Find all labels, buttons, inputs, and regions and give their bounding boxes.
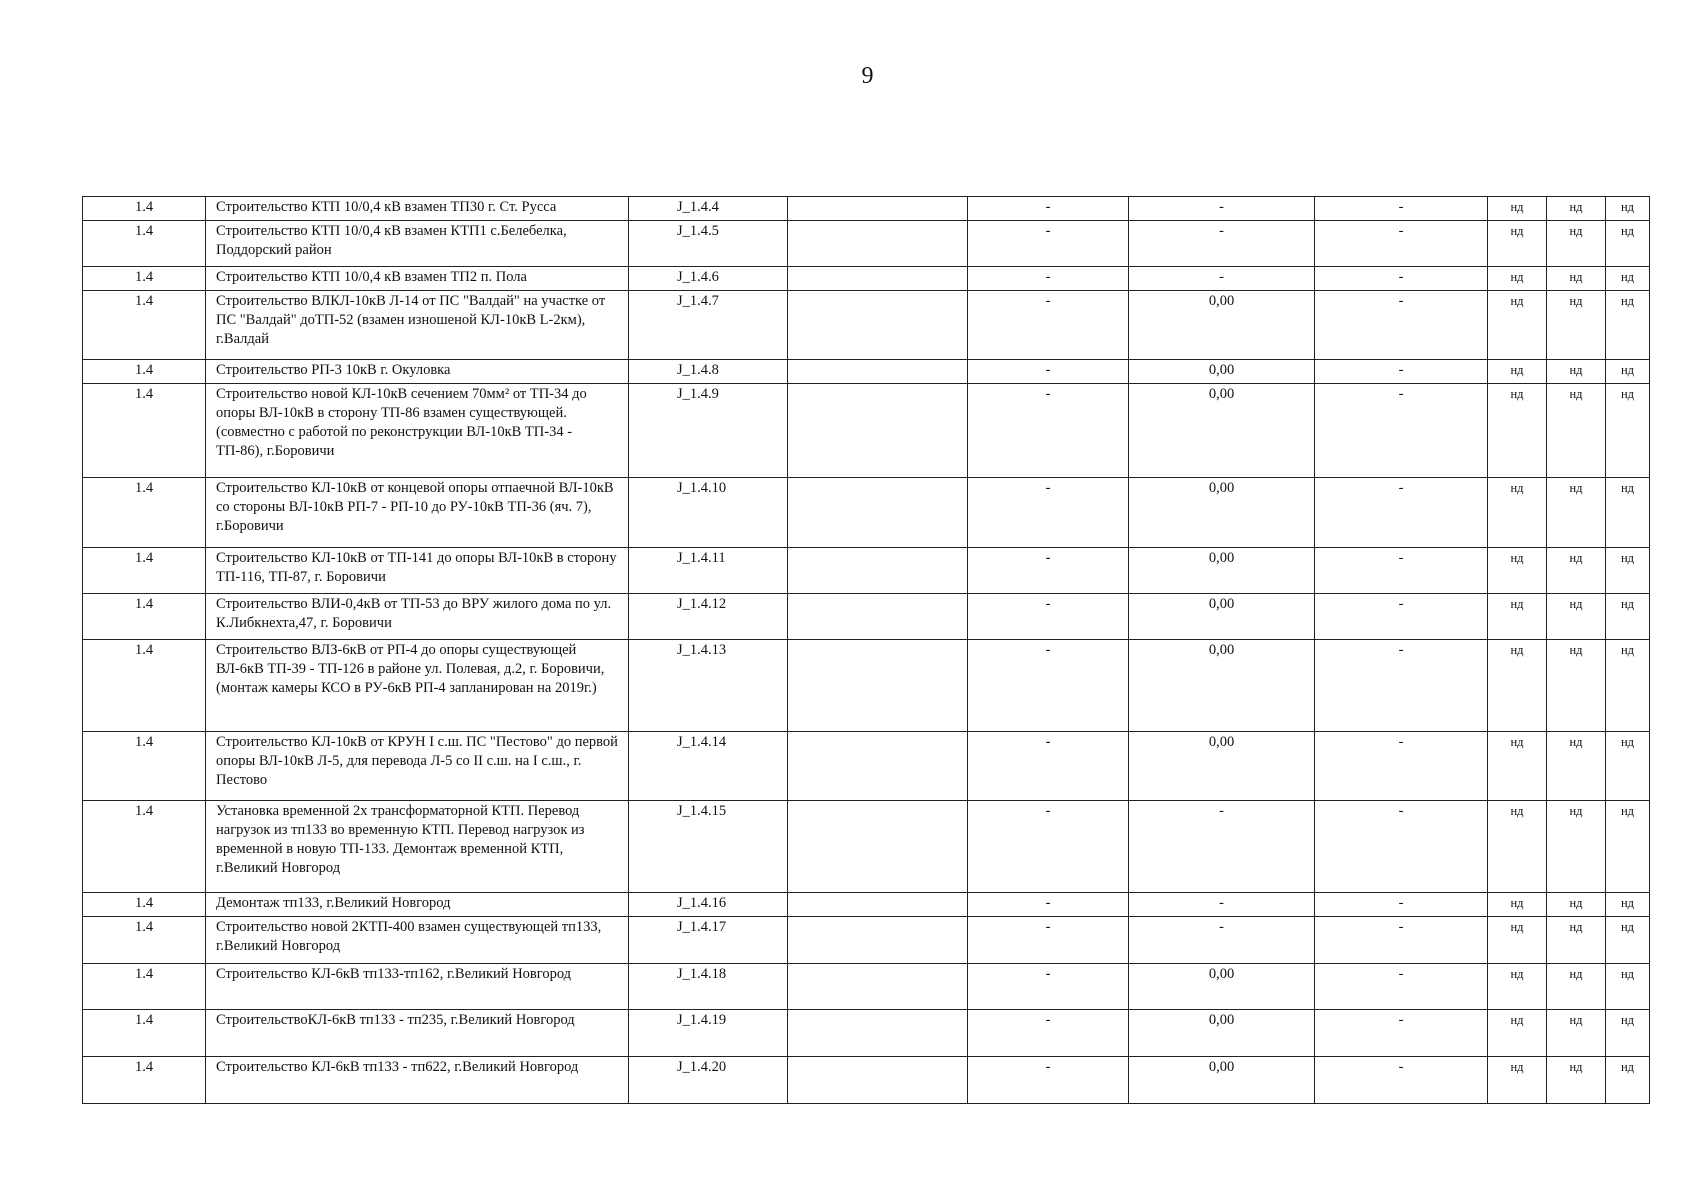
project-name-cell: Строительство КЛ-10кВ от концевой опоры отпаечной ВЛ-10кВ со стороны ВЛ-10кВ РП-7 - РП-10 до РУ-10кВ ТП-36 (яч. 7), г.Боровичи [206,478,629,548]
nd-cell-2: нд [1547,893,1606,917]
table-row [83,1010,1650,1057]
table-row [83,267,1650,291]
table-row [83,917,1650,964]
value-cell-2: 0,00 [1129,548,1315,594]
table-row [83,1057,1650,1104]
value-cell-2: 0,00 [1129,964,1315,1010]
empty-cell [788,732,968,801]
nd-cell-2: нд [1547,221,1606,267]
row-number-cell: 1.4 [83,1010,206,1057]
value-cell-3: - [1315,291,1488,360]
table-row [83,594,1650,640]
project-code-cell: J_1.4.17 [629,917,788,964]
nd-cell-2: нд [1547,594,1606,640]
project-name-cell: Строительство РП-3 10кВ г. Окуловка [206,360,629,384]
value-cell-3: - [1315,548,1488,594]
value-cell-3: - [1315,801,1488,893]
nd-cell-3: нд [1606,964,1650,1010]
row-number-cell: 1.4 [83,291,206,360]
table-container [82,196,1650,1104]
empty-cell [788,917,968,964]
project-code-cell: J_1.4.5 [629,221,788,267]
nd-cell-3: нд [1606,291,1650,360]
nd-cell-2: нд [1547,384,1606,478]
nd-cell-1: нд [1488,917,1547,964]
nd-cell-2: нд [1547,197,1606,221]
nd-cell-3: нд [1606,1057,1650,1104]
nd-cell-3: нд [1606,197,1650,221]
value-cell-2: - [1129,267,1315,291]
value-cell-3: - [1315,594,1488,640]
value-cell-1: - [968,594,1129,640]
project-name-cell: СтроительствоКЛ-6кВ тп133 - тп235, г.Великий Новгород [206,1010,629,1057]
value-cell-1: - [968,221,1129,267]
row-number-cell: 1.4 [83,893,206,917]
table-row [83,221,1650,267]
table-row [83,640,1650,732]
value-cell-1: - [968,1057,1129,1104]
value-cell-2: 0,00 [1129,594,1315,640]
value-cell-1: - [968,548,1129,594]
table-row [83,291,1650,360]
value-cell-2: 0,00 [1129,478,1315,548]
value-cell-3: - [1315,917,1488,964]
nd-cell-3: нд [1606,594,1650,640]
project-code-cell: J_1.4.18 [629,964,788,1010]
value-cell-3: - [1315,640,1488,732]
nd-cell-1: нд [1488,1010,1547,1057]
value-cell-2: - [1129,221,1315,267]
empty-cell [788,384,968,478]
value-cell-2: 0,00 [1129,384,1315,478]
value-cell-3: - [1315,893,1488,917]
value-cell-1: - [968,267,1129,291]
nd-cell-3: нд [1606,801,1650,893]
nd-cell-2: нд [1547,1010,1606,1057]
project-code-cell: J_1.4.20 [629,1057,788,1104]
project-name-cell: Строительство ВЛИ-0,4кВ от ТП-53 до ВРУ жилого дома по ул. К.Либкнехта,47, г. Боровичи [206,594,629,640]
value-cell-3: - [1315,360,1488,384]
project-code-cell: J_1.4.13 [629,640,788,732]
table-row [83,548,1650,594]
nd-cell-3: нд [1606,267,1650,291]
table-row [83,964,1650,1010]
project-code-cell: J_1.4.10 [629,478,788,548]
empty-cell [788,893,968,917]
row-number-cell: 1.4 [83,360,206,384]
nd-cell-2: нд [1547,732,1606,801]
project-name-cell: Демонтаж тп133, г.Великий Новгород [206,893,629,917]
project-name-cell: Строительство КЛ-10кВ от ТП-141 до опоры ВЛ-10кВ в сторону ТП-116, ТП-87, г. Боровичи [206,548,629,594]
row-number-cell: 1.4 [83,478,206,548]
value-cell-1: - [968,291,1129,360]
project-code-cell: J_1.4.15 [629,801,788,893]
nd-cell-2: нд [1547,267,1606,291]
value-cell-2: - [1129,197,1315,221]
value-cell-3: - [1315,1057,1488,1104]
row-number-cell: 1.4 [83,640,206,732]
nd-cell-1: нд [1488,291,1547,360]
table-row [83,384,1650,478]
nd-cell-1: нд [1488,640,1547,732]
value-cell-1: - [968,478,1129,548]
project-code-cell: J_1.4.6 [629,267,788,291]
nd-cell-2: нд [1547,291,1606,360]
nd-cell-3: нд [1606,1010,1650,1057]
value-cell-2: 0,00 [1129,1057,1315,1104]
empty-cell [788,478,968,548]
value-cell-1: - [968,732,1129,801]
table-row [83,478,1650,548]
nd-cell-1: нд [1488,594,1547,640]
row-number-cell: 1.4 [83,1057,206,1104]
nd-cell-2: нд [1547,478,1606,548]
value-cell-1: - [968,1010,1129,1057]
project-code-cell: J_1.4.7 [629,291,788,360]
project-name-cell: Строительство КТП 10/0,4 кВ взамен ТП2 п. Пола [206,267,629,291]
value-cell-1: - [968,964,1129,1010]
value-cell-2: - [1129,917,1315,964]
nd-cell-2: нд [1547,1057,1606,1104]
row-number-cell: 1.4 [83,548,206,594]
row-number-cell: 1.4 [83,801,206,893]
empty-cell [788,594,968,640]
row-number-cell: 1.4 [83,732,206,801]
project-code-cell: J_1.4.8 [629,360,788,384]
value-cell-2: 0,00 [1129,1010,1315,1057]
row-number-cell: 1.4 [83,197,206,221]
empty-cell [788,1010,968,1057]
empty-cell [788,291,968,360]
row-number-cell: 1.4 [83,917,206,964]
value-cell-3: - [1315,732,1488,801]
nd-cell-1: нд [1488,732,1547,801]
value-cell-2: 0,00 [1129,360,1315,384]
project-name-cell: Строительство новой 2КТП-400 взамен существующей тп133, г.Великий Новгород [206,917,629,964]
nd-cell-2: нд [1547,360,1606,384]
nd-cell-1: нд [1488,360,1547,384]
table-row [83,801,1650,893]
empty-cell [788,267,968,291]
empty-cell [788,640,968,732]
row-number-cell: 1.4 [83,267,206,291]
value-cell-3: - [1315,197,1488,221]
page-number: 9 [861,63,874,89]
nd-cell-1: нд [1488,197,1547,221]
nd-cell-3: нд [1606,732,1650,801]
project-code-cell: J_1.4.16 [629,893,788,917]
project-code-cell: J_1.4.4 [629,197,788,221]
value-cell-3: - [1315,221,1488,267]
nd-cell-3: нд [1606,384,1650,478]
project-name-cell: Строительство КТП 10/0,4 кВ взамен ТП30 г. Ст. Русса [206,197,629,221]
project-name-cell: Строительство КЛ-10кВ от КРУН I с.ш. ПС "Пестово" до первой опоры ВЛ-10кВ Л-5, для перевода Л-5 со II с.ш. на I с.ш., г. Пестово [206,732,629,801]
value-cell-3: - [1315,267,1488,291]
nd-cell-1: нд [1488,801,1547,893]
project-code-cell: J_1.4.11 [629,548,788,594]
project-code-cell: J_1.4.12 [629,594,788,640]
table-body [83,197,1650,1104]
table-row [83,197,1650,221]
project-name-cell: Строительство ВЛКЛ-10кВ Л-14 от ПС "Валдай" на участке от ПС "Валдай" доТП-52 (взамен изношеной КЛ-10кВ L-2км), г.Валдай [206,291,629,360]
value-cell-2: 0,00 [1129,640,1315,732]
value-cell-2: - [1129,893,1315,917]
table-row [83,893,1650,917]
value-cell-2: 0,00 [1129,291,1315,360]
nd-cell-1: нд [1488,1057,1547,1104]
investment-projects-table [82,196,1650,1104]
nd-cell-3: нд [1606,360,1650,384]
empty-cell [788,964,968,1010]
row-number-cell: 1.4 [83,964,206,1010]
project-name-cell: Строительство новой КЛ-10кВ сечением 70мм² от ТП-34 до опоры ВЛ-10кВ в сторону ТП-86 взамен существующей. (совместно с работой по реконструкции ВЛ-10кВ ТП-34 - ТП-86), г.Боровичи [206,384,629,478]
value-cell-2: - [1129,801,1315,893]
nd-cell-1: нд [1488,548,1547,594]
value-cell-3: - [1315,964,1488,1010]
value-cell-1: - [968,640,1129,732]
row-number-cell: 1.4 [83,221,206,267]
nd-cell-1: нд [1488,478,1547,548]
project-name-cell: Установка временной 2х трансформаторной КТП. Перевод нагрузок из тп133 во временную КТП. Перевод нагрузок из временной в новую ТП-133. Демонтаж временной КТП, г.Великий Новгород [206,801,629,893]
nd-cell-2: нд [1547,801,1606,893]
project-name-cell: Строительство КТП 10/0,4 кВ взамен КТП1 с.Белебелка, Поддорский район [206,221,629,267]
value-cell-3: - [1315,478,1488,548]
value-cell-1: - [968,197,1129,221]
table-row [83,732,1650,801]
nd-cell-3: нд [1606,640,1650,732]
nd-cell-3: нд [1606,917,1650,964]
nd-cell-3: нд [1606,478,1650,548]
nd-cell-1: нд [1488,267,1547,291]
value-cell-3: - [1315,1010,1488,1057]
value-cell-1: - [968,801,1129,893]
nd-cell-2: нд [1547,917,1606,964]
value-cell-1: - [968,917,1129,964]
nd-cell-1: нд [1488,384,1547,478]
project-name-cell: Строительство ВЛЗ-6кВ от РП-4 до опоры существующей ВЛ-6кВ ТП-39 - ТП-126 в районе ул. Полевая, д.2, г. Боровичи, (монтаж камеры КСО в РУ-6кВ РП-4 запланирован на 2019г.) [206,640,629,732]
nd-cell-1: нд [1488,221,1547,267]
nd-cell-2: нд [1547,548,1606,594]
table-row [83,360,1650,384]
project-name-cell: Строительство КЛ-6кВ тп133-тп162, г.Великий Новгород [206,964,629,1010]
empty-cell [788,1057,968,1104]
empty-cell [788,221,968,267]
value-cell-3: - [1315,384,1488,478]
row-number-cell: 1.4 [83,594,206,640]
empty-cell [788,197,968,221]
nd-cell-3: нд [1606,893,1650,917]
empty-cell [788,548,968,594]
row-number-cell: 1.4 [83,384,206,478]
nd-cell-1: нд [1488,893,1547,917]
project-code-cell: J_1.4.9 [629,384,788,478]
nd-cell-3: нд [1606,548,1650,594]
empty-cell [788,801,968,893]
project-name-cell: Строительство КЛ-6кВ тп133 - тп622, г.Великий Новгород [206,1057,629,1104]
project-code-cell: J_1.4.14 [629,732,788,801]
nd-cell-2: нд [1547,964,1606,1010]
value-cell-1: - [968,360,1129,384]
value-cell-2: 0,00 [1129,732,1315,801]
empty-cell [788,360,968,384]
value-cell-1: - [968,893,1129,917]
value-cell-1: - [968,384,1129,478]
project-code-cell: J_1.4.19 [629,1010,788,1057]
nd-cell-1: нд [1488,964,1547,1010]
nd-cell-2: нд [1547,640,1606,732]
nd-cell-3: нд [1606,221,1650,267]
